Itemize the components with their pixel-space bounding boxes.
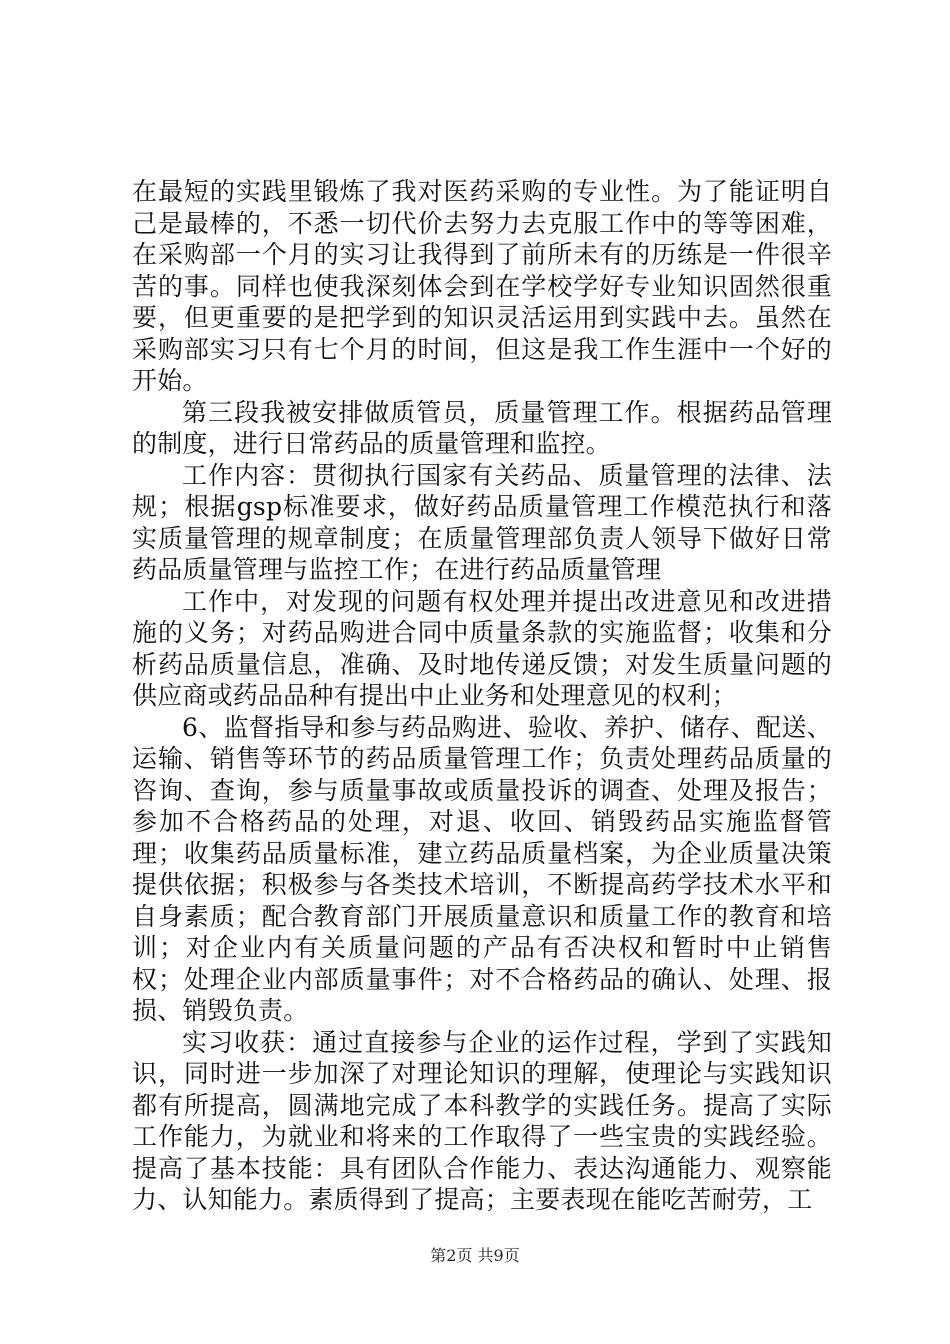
- page-footer: 第2页 共9页: [430, 1246, 520, 1265]
- paragraph-5: 6、监督指导和参与药品购进、验收、养护、储存、配送、运输、销售等环节的药品质量管理工作；负责处理药品质量的咨询、查询，参与质量事故或质量投诉的调查、处理及报告；参加不合格药品的处理，对退、收回、销毁药品实施监督管理；收集药品质量标准，建立药品质量档案，为企业质量决策提供依据；积极参与各类技术培训，不断提高药学技术水平和自身素质；配合教育部门开展质量意识和质量工作的教育和培训；对企业内有关质量问题的产品有否决权和暂时中止销售权；处理企业内部质量事件；对不合格药品的确认、处理、报损、销毁负责。: [132, 712, 832, 1025]
- paragraph-3: 工作内容：贯彻执行国家有关药品、质量管理的法律、法规；根据gsp标准要求，做好药品质量管理工作模范执行和落实质量管理的规章制度；在质量管理部负责人领导下做好日常药品质量管理与监控工作；在进行药品质量管理: [132, 460, 832, 584]
- paragraph-1: 在最短的实践里锻炼了我对医药采购的专业性。为了能证明自己是最棒的，不悉一切代价去努力去克服工作中的等等困难，在采购部一个月的实习让我得到了前所未有的历练是一件很辛苦的事。同样也使我深刻体会到在学校学好专业知识固然很重要，但更重要的是把学到的知识灵活运用到实践中去。虽然在采购部实习只有七个月的时间，但这是我工作生涯中一个好的开始。: [132, 177, 832, 395]
- paragraph-2: 第三段我被安排做质管员，质量管理工作。根据药品管理的制度，进行日常药品的质量管理和监控。: [132, 397, 832, 458]
- document-body: [132, 176, 832, 1216]
- paragraph-6: 实习收获：通过直接参与企业的运作过程，学到了实践知识，同时进一步加深了对理论知识的理解，使理论与实践知识都有所提高，圆满地完成了本科教学的实践任务。提高了实际工作能力，为就业和将来的工作取得了一些宝贵的实践经验。提高了基本技能：具有团队合作能力、表达沟通能力、观察能力、认知能力。素质得到了提高；主要表现在能吃苦耐劳，工: [132, 1027, 832, 1214]
- paragraph-4: 工作中，对发现的问题有权处理并提出改进意见和改进措施的义务；对药品购进合同中质量条款的实施监督；收集和分析药品质量信息，准确、及时地传递反馈；对发生质量问题的供应商或药品品种有提出中止业务和处理意见的权利；: [132, 586, 832, 710]
